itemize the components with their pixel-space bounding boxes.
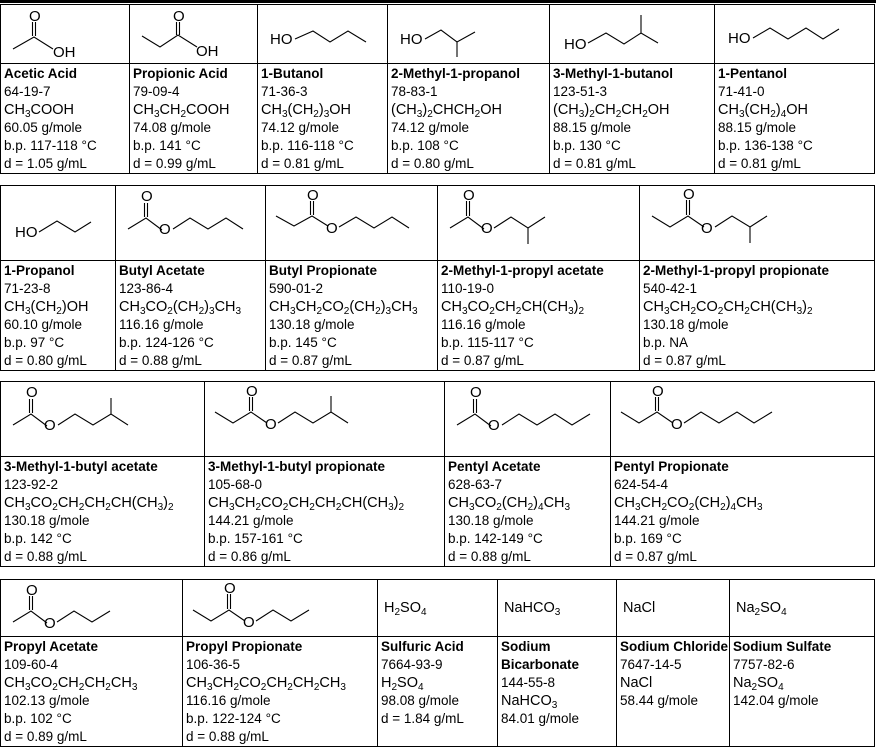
boiling-point: b.p. 169 °C — [614, 531, 682, 546]
compound-name: Sodium Bicarbonate — [501, 639, 580, 672]
density: d = 0.87 g/mL — [269, 353, 352, 368]
density: d = 0.88 g/mL — [4, 549, 87, 564]
structure-cell — [617, 580, 730, 637]
atom-label-o: O — [463, 187, 475, 204]
compound-info-cell — [617, 637, 730, 747]
molar-mass: 84.01 g/mole — [501, 711, 580, 726]
molecular-formula: $CH_3CH_2CO_2CH_2CH_2CH_3$ — [186, 675, 346, 693]
compound-info-cell — [205, 457, 445, 567]
molecular-formula: $CH_3CO_2CH_2CH_2CH_3$ — [4, 675, 138, 693]
cas-number: 105-68-0 — [208, 477, 263, 492]
boiling-point: b.p. 130 °C — [553, 138, 621, 153]
atom-label-o: O — [701, 220, 713, 237]
cas-number: 79-09-4 — [133, 84, 180, 99]
molecular-formula: $CH_3(CH_2)OH$ — [4, 299, 89, 317]
molecule-structure — [1, 186, 116, 260]
atom-label-o: O — [246, 383, 258, 400]
molecule-structure — [438, 186, 640, 260]
molecular-formula: $CH_3CO_2CH_2CH_2CH(CH_3)_2$ — [4, 495, 174, 513]
molar-mass: 88.15 g/mole — [718, 120, 797, 135]
structure-cell — [438, 186, 640, 261]
reagent-row-block — [0, 579, 875, 747]
molar-mass: 130.18 g/mole — [4, 513, 90, 528]
cas-number: 540-42-1 — [643, 281, 698, 296]
boiling-point: b.p. 115-117 °C — [441, 335, 534, 350]
compound-name: 1-Propanol — [4, 263, 75, 278]
structure-cell — [183, 580, 378, 637]
molar-mass: 60.05 g/mole — [4, 120, 83, 135]
compound-info-cell — [550, 64, 715, 174]
cas-number: 7647-14-5 — [620, 657, 682, 672]
cas-number: 624-54-4 — [614, 477, 669, 492]
compound-info-cell — [388, 64, 550, 174]
density: d = 1.05 g/mL — [4, 156, 87, 171]
boiling-point: b.p. 142 °C — [4, 531, 72, 546]
atom-label-o: O — [671, 416, 683, 433]
molar-mass: 74.12 g/mole — [261, 120, 340, 135]
structure-cell — [388, 5, 550, 64]
atom-label-o: O — [26, 582, 38, 599]
compound-info-cell — [130, 64, 258, 174]
cas-number: 144-55-8 — [501, 675, 556, 690]
molecular-formula: NaCl — [620, 675, 653, 691]
molar-mass: 116.16 g/mole — [119, 317, 204, 332]
molecular-formula: $CH_3CO_2(CH_2)_3CH_3$ — [119, 299, 242, 317]
density: d = 0.87 g/mL — [614, 549, 697, 564]
density: d = 0.88 g/mL — [448, 549, 531, 564]
boiling-point: b.p. 141 °C — [133, 138, 201, 153]
compound-name: 2-Methyl-1-propanol — [391, 66, 521, 81]
boiling-point: b.p. 97 °C — [4, 335, 65, 350]
atom-label-ho: HO — [270, 31, 293, 48]
reagent-row-block — [0, 4, 875, 174]
atom-label-o: O — [652, 383, 664, 400]
structure-cell — [1, 5, 130, 64]
molar-mass: 116.16 g/mole — [186, 693, 271, 708]
atom-label-o: O — [173, 8, 185, 25]
boiling-point: b.p. 102 °C — [4, 711, 72, 726]
cas-number: 110-19-0 — [441, 281, 495, 296]
cas-number: 71-41-0 — [718, 84, 765, 99]
molecular-formula: $(CH_3)_2CHCH_2OH$ — [391, 102, 502, 120]
compound-name: Acetic Acid — [4, 66, 78, 81]
compound-name: Sulfuric Acid — [381, 639, 464, 654]
density: d = 0.81 g/mL — [553, 156, 636, 171]
molar-mass: 130.18 g/mole — [448, 513, 534, 528]
structure-cell — [205, 382, 445, 457]
molecule-structure — [116, 186, 266, 260]
cas-number: 106-36-5 — [186, 657, 241, 672]
molecular-formula: $H_2SO_4$ — [381, 675, 424, 693]
structure-cell — [378, 580, 498, 637]
molecule-structure — [205, 382, 445, 456]
cas-number: 628-63-7 — [448, 477, 503, 492]
molecular-formula: $CH_3COOH$ — [4, 102, 75, 120]
molecular-formula: $CH_3CH_2CO_2(CH_2)_3CH_3$ — [269, 299, 418, 317]
compound-info-cell — [1, 64, 130, 174]
compound-name: Sodium Chloride — [620, 639, 728, 654]
atom-label-o: O — [265, 416, 277, 433]
compound-name: Pentyl Propionate — [614, 459, 729, 474]
molecular-formula: NaHCO$_3$ — [501, 693, 558, 711]
compound-name: Propyl Acetate — [4, 639, 99, 654]
atom-label-o: O — [307, 187, 319, 204]
density: d = 0.87 g/mL — [441, 353, 524, 368]
molecule-structure — [445, 382, 611, 456]
atom-label-ho: HO — [728, 30, 751, 47]
molecule-structure — [266, 186, 438, 260]
cas-number: 123-86-4 — [119, 281, 174, 296]
molar-mass: 60.10 g/mole — [4, 317, 83, 332]
compound-name: 3-Methyl-1-butanol — [553, 66, 673, 81]
compound-name: Propyl Propionate — [186, 639, 303, 654]
formula-header: NaCl — [623, 600, 656, 616]
atom-label-o: O — [159, 221, 171, 238]
molecular-formula: $CH_3(CH_2)_4OH$ — [718, 102, 809, 120]
density: d = 0.81 g/mL — [261, 156, 344, 171]
compound-info-cell — [116, 261, 266, 371]
structure-cell — [1, 382, 205, 457]
top-rule — [0, 0, 876, 3]
boiling-point: b.p. 116-118 °C — [261, 138, 354, 153]
structure-cell — [498, 580, 617, 637]
molecule-structure — [715, 5, 875, 63]
cas-number: 71-36-3 — [261, 84, 308, 99]
molar-mass: 98.08 g/mole — [381, 693, 460, 708]
compound-info-cell — [1, 457, 205, 567]
molecule-structure — [183, 580, 378, 636]
atom-label-o: O — [683, 186, 695, 203]
compound-name: 3-Methyl-1-butyl propionate — [208, 459, 386, 474]
molecular-formula: $CH_3CH_2COOH$ — [133, 102, 230, 120]
atom-label-o: O — [26, 384, 38, 401]
molecular-formula: $CH_3CO_2CH_2CH(CH_3)_2$ — [441, 299, 585, 317]
boiling-point: b.p. 142-149 °C — [448, 531, 543, 546]
structure-cell — [1, 580, 183, 637]
compound-info-cell — [266, 261, 438, 371]
boiling-point: b.p. 108 °C — [391, 138, 459, 153]
molecular-formula: $(CH_3)_2CH_2CH_2OH$ — [553, 102, 670, 120]
compound-name: 1-Pentanol — [718, 66, 788, 81]
compound-info-cell — [378, 637, 498, 747]
compound-info-cell — [611, 457, 875, 567]
molar-mass: 142.04 g/mole — [733, 693, 819, 708]
atom-label-o: O — [243, 614, 255, 631]
cas-number: 123-51-3 — [553, 84, 608, 99]
molecule-structure — [130, 5, 258, 63]
density: d = 0.80 g/mL — [391, 156, 474, 171]
compound-info-cell — [258, 64, 388, 174]
molecular-formula: $CH_3CH_2CO_2(CH_2)_4CH_3$ — [614, 495, 763, 513]
structure-cell — [550, 5, 715, 64]
atom-label-oh: OH — [196, 43, 219, 60]
atom-label-o: O — [488, 417, 500, 434]
molecule-structure — [1, 580, 183, 636]
compound-name: Butyl Acetate — [119, 263, 205, 278]
boiling-point: b.p. 122-124 °C — [186, 711, 281, 726]
density: d = 0.80 g/mL — [4, 353, 87, 368]
atom-label-o: O — [44, 417, 56, 434]
atom-label-ho: HO — [564, 36, 587, 53]
molar-mass: 130.18 g/mole — [643, 317, 729, 332]
boiling-point: b.p. 117-118 °C — [4, 138, 97, 153]
cas-number: 7757-82-6 — [733, 657, 795, 672]
molecule-structure — [1, 382, 205, 456]
molecular-formula: $CH_3CH_2CO_2CH_2CH(CH_3)_2$ — [643, 299, 813, 317]
structure-cell — [730, 580, 875, 637]
boiling-point: b.p. NA — [643, 335, 689, 350]
atom-label-o: O — [44, 615, 56, 632]
molar-mass: 74.12 g/mole — [391, 120, 470, 135]
molecular-formula: $CH_3CH_2CO_2CH_2CH_2CH(CH_3)_2$ — [208, 495, 405, 513]
molecular-formula: $CH_3CO_2(CH_2)_4CH_3$ — [448, 495, 571, 513]
compound-name: Pentyl Acetate — [448, 459, 541, 474]
compound-name: 3-Methyl-1-butyl acetate — [4, 459, 158, 474]
compound-info-cell — [640, 261, 875, 371]
density: d = 1.84 g/mL — [381, 711, 464, 726]
molar-mass: 58.44 g/mole — [620, 693, 699, 708]
molar-mass: 88.15 g/mole — [553, 120, 632, 135]
atom-label-ho: HO — [15, 224, 38, 241]
compound-name: 2-Methyl-1-propyl acetate — [441, 263, 604, 278]
atom-label-o: O — [224, 580, 236, 597]
density: d = 0.87 g/mL — [643, 353, 726, 368]
cas-number: 78-83-1 — [391, 84, 438, 99]
molecule-structure — [388, 5, 550, 63]
compound-name: Sodium Sulfate — [733, 639, 832, 654]
structure-cell — [130, 5, 258, 64]
formula-header: NaHCO$_3$ — [504, 600, 561, 618]
atom-label-o: O — [29, 8, 41, 25]
density: d = 0.89 g/mL — [4, 729, 87, 744]
formula-header: $H_2SO_4$ — [384, 600, 427, 618]
structure-cell — [258, 5, 388, 64]
atom-label-oh: OH — [53, 44, 76, 61]
density: d = 0.81 g/mL — [718, 156, 801, 171]
molecule-structure — [611, 382, 875, 456]
compound-info-cell — [715, 64, 875, 174]
structure-cell — [266, 186, 438, 261]
compound-name: Propionic Acid — [133, 66, 228, 81]
formula-header: $Na_2SO_4$ — [736, 600, 787, 618]
cas-number: 7664-93-9 — [381, 657, 443, 672]
cas-number: 64-19-7 — [4, 84, 51, 99]
cas-number: 123-92-2 — [4, 477, 59, 492]
atom-label-o: O — [141, 188, 153, 205]
cas-number: 71-23-8 — [4, 281, 51, 296]
compound-info-cell — [438, 261, 640, 371]
compound-info-cell — [1, 261, 116, 371]
molecule-structure — [1, 5, 130, 63]
molar-mass: 130.18 g/mole — [269, 317, 355, 332]
structure-cell — [445, 382, 611, 457]
molar-mass: 74.08 g/mole — [133, 120, 212, 135]
boiling-point: b.p. 124-126 °C — [119, 335, 214, 350]
molecule-structure — [550, 5, 715, 63]
structure-cell — [116, 186, 266, 261]
density: d = 0.88 g/mL — [119, 353, 202, 368]
boiling-point: b.p. 136-138 °C — [718, 138, 813, 153]
density: d = 0.99 g/mL — [133, 156, 216, 171]
cas-number: 590-01-2 — [269, 281, 324, 296]
molecule-structure — [640, 186, 875, 260]
atom-label-o: O — [326, 220, 338, 237]
cas-number: 109-60-4 — [4, 657, 59, 672]
reagent-row-block — [0, 185, 875, 371]
structure-cell — [611, 382, 875, 457]
molecular-formula: $CH_3(CH_2)_3OH$ — [261, 102, 352, 120]
atom-label-o: O — [481, 220, 493, 237]
boiling-point: b.p. 157-161 °C — [208, 531, 303, 546]
compound-name: 1-Butanol — [261, 66, 324, 81]
density: d = 0.86 g/mL — [208, 549, 291, 564]
compound-info-cell — [1, 637, 183, 747]
atom-label-ho: HO — [400, 31, 423, 48]
atom-label-o: O — [470, 384, 482, 401]
molar-mass: 116.16 g/mole — [441, 317, 526, 332]
compound-name: Butyl Propionate — [269, 263, 378, 278]
boiling-point: b.p. 145 °C — [269, 335, 337, 350]
molecule-structure — [258, 5, 388, 63]
structure-cell — [640, 186, 875, 261]
reagent-row-block — [0, 381, 875, 567]
density: d = 0.88 g/mL — [186, 729, 269, 744]
molecular-formula: $Na_2SO_4$ — [733, 675, 784, 693]
compound-info-cell — [730, 637, 875, 747]
molar-mass: 144.21 g/mole — [614, 513, 700, 528]
compound-info-cell — [445, 457, 611, 567]
compound-info-cell — [498, 637, 617, 747]
structure-cell — [1, 186, 116, 261]
molar-mass: 144.21 g/mole — [208, 513, 294, 528]
compound-name: 2-Methyl-1-propyl propionate — [643, 263, 830, 278]
molar-mass: 102.13 g/mole — [4, 693, 90, 708]
compound-info-cell — [183, 637, 378, 747]
structure-cell — [715, 5, 875, 64]
